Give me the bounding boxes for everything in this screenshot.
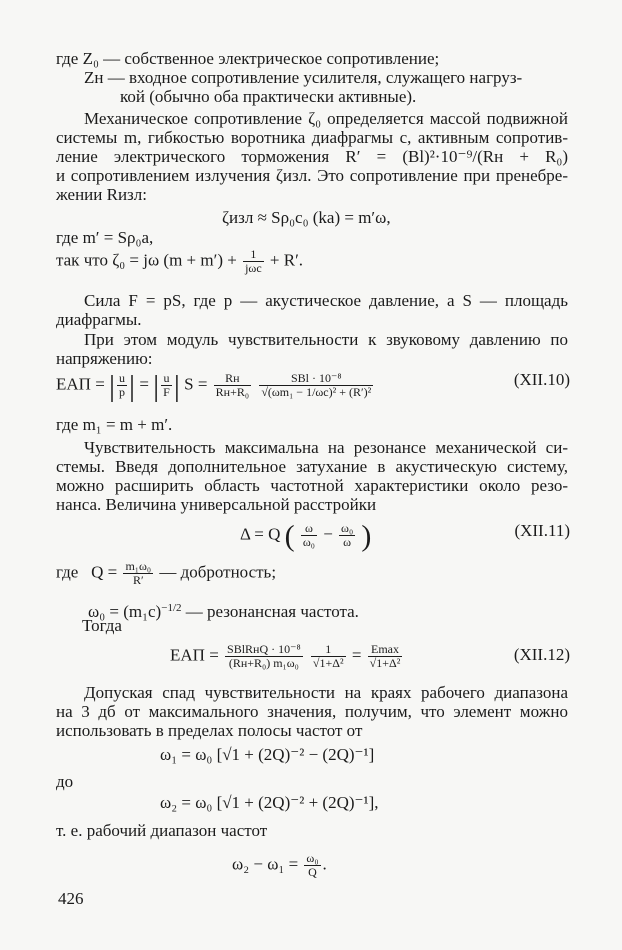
formula: ζ₀ = jω (m + m′) +	[112, 250, 237, 270]
equation-w1: ω₁ = ω₀ [√1 + (2Q)⁻² − (2Q)⁻¹]	[160, 745, 375, 764]
text-line: диафрагмы.	[56, 310, 142, 329]
text-line: где m₁ = m + m′.	[56, 415, 173, 434]
text-line: Zн — входное сопротивление усилителя, служащего нагруз-	[84, 68, 523, 87]
text-line: Чувствительность максимальна на резонансе механической си-	[84, 438, 568, 457]
text-line: Сила F = pS, где p — акустическое давление, а S — площадь	[84, 291, 568, 310]
equation-w2: ω₂ = ω₀ [√1 + (2Q)⁻² + (2Q)⁻¹],	[160, 793, 379, 812]
text-line: где m′ = Sρ₀a,	[56, 228, 154, 247]
equation-q: где Q = $\frac{\text{m₁ω₀}}{R'}$ — добротность;	[56, 559, 277, 587]
text-line: можно расширить область частотной характеристики около резо-	[56, 476, 568, 495]
text-line: напряжению:	[56, 349, 153, 368]
text-line: и сопротивлением излучения ζизл. Это сопротивление при пренебре-	[56, 166, 568, 185]
text-line: где Z₀ — собственное электрическое сопротивление;	[56, 49, 440, 68]
page-number: 426	[58, 889, 84, 908]
equation-number: (XII.12)	[513, 645, 570, 664]
text-line: нанса. Величина универсальной расстройки	[56, 495, 377, 514]
equation-xii-11: Δ = Q ( $\frac{\omega}{\text{ω₀}}$ − $\frac{\text{ω₀}}{\omega}$ )	[240, 519, 372, 553]
equation-number: (XII.11)	[514, 521, 570, 540]
text-line: Допуская спад чувствительности на краях рабочего диапазона	[84, 683, 568, 702]
equation-w0: $\omega_0 = (m_1c)^{-1/2}$ — резонансная частота.	[88, 602, 359, 621]
text-line: ление электрического торможения R′ = (Bl)²·10⁻⁹/(Rн + R₀)	[56, 147, 568, 166]
equation-zeta-izl: ζизл ≈ Sρ₀c₀ (ka) = m′ω,	[222, 208, 391, 227]
text-line: При этом модуль чувствительности к звуковому давлению по	[84, 330, 568, 349]
equation-zeta0	[56, 248, 303, 275]
text-line: т. е. рабочий диапазон частот	[56, 821, 268, 840]
equation-xii-12: EАП = $\frac{\text{SBlRнQ · 10⁻⁸}}{\text{(Rн+R₀) m₁ω₀}}$ $\frac{1}{\text{√1+Δ²}}$ = $\frac{Emax}{\text{√1+Δ²}}$	[170, 642, 401, 670]
equation-number: (XII.10)	[513, 370, 570, 389]
text-line: стемы. Введя дополнительное затухание в акустическую систему,	[56, 457, 568, 476]
equation-xii-10: EАП = | $\frac{u}{p}$ | = | $\frac{u}{F}$ | S = $\frac{Rн}{\text{Rн+R₀}}$ $\frac{\text{SBl · 10⁻⁸}}{\text{√(ωm₁ − 1/ωc)² + (R′)²}}$	[56, 369, 372, 403]
label: так что	[56, 250, 108, 270]
text-line: до	[56, 772, 74, 791]
text-line: использовать в пределах полосы частот от	[56, 721, 363, 740]
text-line: жении Rизл:	[56, 185, 147, 204]
equation-bandwidth: ω₂ − ω₁ = $\frac{\text{ω₀}}{Q}$ .	[232, 851, 327, 879]
text-line: Тогда	[82, 616, 122, 635]
fraction: $\frac{1}{\text{jωc}}$	[245, 247, 262, 275]
text-line: кой (обычно оба практически активные).	[120, 87, 417, 106]
text-line: на 3 дб от максимального значения, получим, что элемент можно	[56, 702, 568, 721]
text-line: Механическое сопротивление ζ₀ определяется массой подвижной	[84, 109, 568, 128]
text-line: системы m, гибкостью воротника диафрагмы c, активным сопротив-	[56, 128, 568, 147]
formula-tail: + R′.	[269, 250, 304, 270]
